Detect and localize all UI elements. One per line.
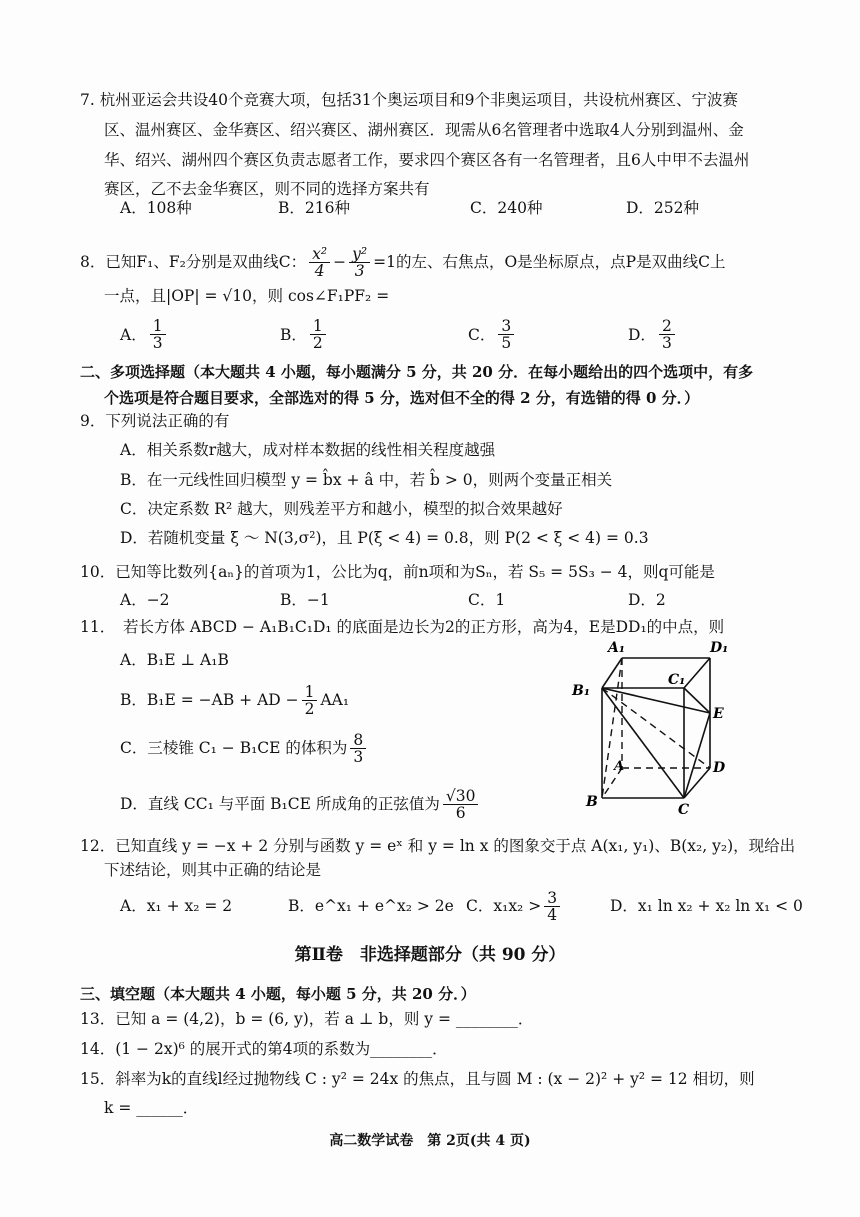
q12-option-a: A．x₁ + x₂ = 2 bbox=[120, 897, 233, 915]
q11-option-b-frac bbox=[302, 684, 318, 717]
q11-option-b bbox=[120, 680, 349, 720]
q11-option-b-den: 2 bbox=[304, 699, 315, 718]
q7-line4: 赛区，乙不去金华赛区，则不同的选择方案共有 bbox=[104, 180, 430, 198]
q12-line2: 下述结论，则其中正确的结论是 bbox=[104, 861, 322, 879]
q12-option-c-text: C．x₁x₂ > bbox=[466, 897, 542, 915]
q8-stem-a: 8．已知F₁、F₂分别是双曲线C： bbox=[80, 253, 307, 271]
q8-option-d-den: 3 bbox=[661, 334, 672, 352]
section2-heading-line1: 二、多项选择题（本大题共 4 小题，每小题满分 5 分，共 20 分．在每小题给出的四个选项中，有多 bbox=[80, 363, 754, 381]
q8-option-d-frac bbox=[659, 318, 675, 351]
q8-option-c-frac bbox=[498, 318, 514, 351]
q8-option-b-num: 1 bbox=[310, 318, 326, 335]
edge-d1-c1 bbox=[684, 658, 710, 688]
q8-fraction-y-num: y² bbox=[349, 246, 370, 263]
q11-option-b-vector: AA₁ bbox=[320, 691, 350, 709]
q8-option-b-den: 2 bbox=[312, 334, 323, 352]
q9-option-c: C．决定系数 R² 越大，则残差平方和越小，模型的拟合效果越好 bbox=[120, 500, 563, 518]
q8-option-c-den: 5 bbox=[501, 334, 512, 352]
q11-option-c bbox=[120, 728, 369, 768]
section3-heading: 三、填空题（本大题共 4 小题，每小题 5 分，共 20 分．） bbox=[80, 985, 476, 1003]
q8-option-a-num: 1 bbox=[150, 318, 166, 335]
q7-line3: 华、绍兴、湖州四个赛区负责志愿者工作，要求四个赛区各有一名管理者，且6人中甲不去温州 bbox=[104, 151, 750, 169]
q10-stem: 10．已知等比数列{aₙ}的首项为1，公比为q，前n项和为Sₙ，若 S₅ = 5S₃ − 4，则q可能是 bbox=[80, 563, 715, 581]
q11-option-d-den: 6 bbox=[455, 803, 466, 822]
q11-option-c-den: 3 bbox=[353, 747, 364, 766]
q11-option-d bbox=[120, 784, 481, 824]
q11-option-c-num: 8 bbox=[350, 732, 366, 749]
label-b: B bbox=[586, 794, 598, 810]
q8-minus: − bbox=[333, 253, 347, 271]
q7-line2: 区、温州赛区、金华赛区、绍兴赛区、湖州赛区．现需从6名管理者中选取4人分别到温州、金 bbox=[104, 121, 744, 139]
segment-e-c bbox=[684, 713, 710, 798]
q11-option-d-text: D．直线 CC₁ 与平面 B₁CE 所成角的正弦值为 bbox=[120, 795, 440, 813]
q10-option-a: A．−2 bbox=[120, 591, 170, 609]
q8-stem-b: =1的左、右焦点，O是坐标原点，点P是双曲线C上 bbox=[373, 253, 726, 271]
diagonal-a1-b-hidden bbox=[602, 658, 625, 798]
q8-option-a bbox=[120, 318, 169, 351]
q8-option-a-den: 3 bbox=[152, 334, 163, 352]
q11-option-d-frac bbox=[443, 788, 479, 821]
q8-option-a-letter: A． bbox=[120, 325, 147, 344]
q11-option-a: A．B₁E ⊥ A₁B bbox=[120, 651, 229, 669]
q12-option-c bbox=[466, 886, 563, 926]
q9-stem: 9．下列说法正确的有 bbox=[80, 412, 230, 430]
label-c1: C₁ bbox=[668, 672, 686, 688]
label-d1: D₁ bbox=[710, 640, 729, 656]
q10-option-d: D．2 bbox=[628, 591, 666, 609]
q11-option-b-text: B．B₁E = −AB + AD − bbox=[120, 691, 299, 709]
cuboid-figure bbox=[560, 638, 750, 818]
page-footer: 高二数学试卷 第 2页(共 4 页) bbox=[329, 1133, 531, 1149]
q11-option-d-num: √30 bbox=[443, 788, 479, 805]
q11-option-c-text: C．三棱锥 C₁ − B₁CE 的体积为 bbox=[120, 739, 348, 757]
q7-option-c: C．240种 bbox=[470, 199, 543, 217]
q11-option-c-frac bbox=[350, 732, 366, 765]
q12-option-c-frac bbox=[544, 890, 560, 923]
q8-option-d bbox=[628, 318, 678, 351]
q7-option-a: A．108种 bbox=[120, 199, 192, 217]
q11-option-b-num: 1 bbox=[302, 684, 318, 701]
q11-stem: 11． 若长方体 ABCD − A₁B₁C₁D₁ 的底面是边长为2的正方形，高为4，E是DD₁的中点，则 bbox=[80, 618, 725, 636]
q12-option-c-num: 3 bbox=[544, 890, 560, 907]
q8-option-b-frac bbox=[310, 318, 326, 351]
q8-option-c-letter: C． bbox=[468, 325, 496, 344]
q9-option-b: B．在一元线性回归模型 y = b̂x + â 中，若 b̂ > 0，则两个变量正相关 bbox=[120, 471, 613, 489]
label-a1: A₁ bbox=[608, 640, 625, 656]
q8-fraction-x-num: x² bbox=[309, 246, 330, 263]
q9-option-d: D．若随机变量 ξ ～ N(3,σ²)，且 P(ξ < 4) = 0.8，则 P(2 < ξ < 4) = 0.3 bbox=[120, 529, 649, 547]
q8-option-b bbox=[280, 318, 329, 351]
q12-option-c-den: 4 bbox=[547, 905, 558, 924]
q12-option-d: D．x₁ ln x₂ + x₂ ln x₁ < 0 bbox=[610, 897, 803, 915]
label-d: D bbox=[713, 760, 726, 776]
q8-option-d-num: 2 bbox=[659, 318, 675, 335]
q8-option-b-letter: B． bbox=[280, 325, 307, 344]
q15-line2: k = ______． bbox=[104, 1099, 199, 1117]
q8-fraction-x bbox=[309, 246, 330, 279]
q12-line1: 12．已知直线 y = −x + 2 分别与函数 y = eˣ 和 y = ln x 的图象交于点 A(x₁, y₁)、B(x₂, y₂)，现给出 bbox=[80, 837, 796, 855]
part2-heading: 第Ⅱ卷 非选择题部分（共 90 分） bbox=[294, 945, 566, 965]
section2-heading-line2: 个选项是符合题目要求，全部选对的得 5 分，选对但不全的得 2 分，有选错的得 0 分．） bbox=[104, 389, 700, 407]
q8-line1 bbox=[80, 240, 725, 284]
q8-fraction-x-den: 4 bbox=[314, 261, 325, 280]
q12-option-b: B．e^x₁ + e^x₂ > 2e bbox=[288, 897, 454, 915]
label-c: C bbox=[678, 802, 690, 818]
q8-option-c-num: 3 bbox=[498, 318, 514, 335]
q13: 13．已知 a = (4,2)，b = (6, y)，若 a ⊥ b，则 y = ________． bbox=[80, 1010, 534, 1028]
label-a: A bbox=[614, 759, 625, 774]
q8-line2: 一点，且|OP| = √10，则 cos∠F₁PF₂ = bbox=[104, 287, 390, 305]
q10-option-c: C．1 bbox=[468, 591, 506, 609]
q14: 14．(1 − 2x)⁶ 的展开式的第4项的系数为________． bbox=[80, 1040, 448, 1058]
label-b1: B₁ bbox=[572, 683, 590, 699]
q8-fraction-y bbox=[349, 246, 370, 279]
q8-option-d-letter: D． bbox=[628, 325, 656, 344]
q7-line1: 7. 杭州亚运会共设40个竞赛大项，包括31个奥运项目和9个非奥运项目，共设杭州赛区、宁波赛 bbox=[80, 91, 739, 109]
q7-option-d: D．252种 bbox=[626, 199, 700, 217]
q9-option-a: A．相关系数r越大，成对样本数据的线性相关程度越强 bbox=[120, 441, 496, 459]
label-e: E bbox=[713, 706, 724, 722]
q8-option-a-frac bbox=[150, 318, 166, 351]
q7-option-b: B．216种 bbox=[278, 199, 350, 217]
q8-option-c bbox=[468, 318, 517, 351]
q15-line1: 15．斜率为k的直线l经过抛物线 C : y² = 24x 的焦点，且与圆 M : (x − 2)² + y² = 12 相切，则 bbox=[80, 1070, 755, 1088]
q8-fraction-y-den: 3 bbox=[354, 261, 365, 280]
q10-option-b: B．−1 bbox=[280, 591, 330, 609]
